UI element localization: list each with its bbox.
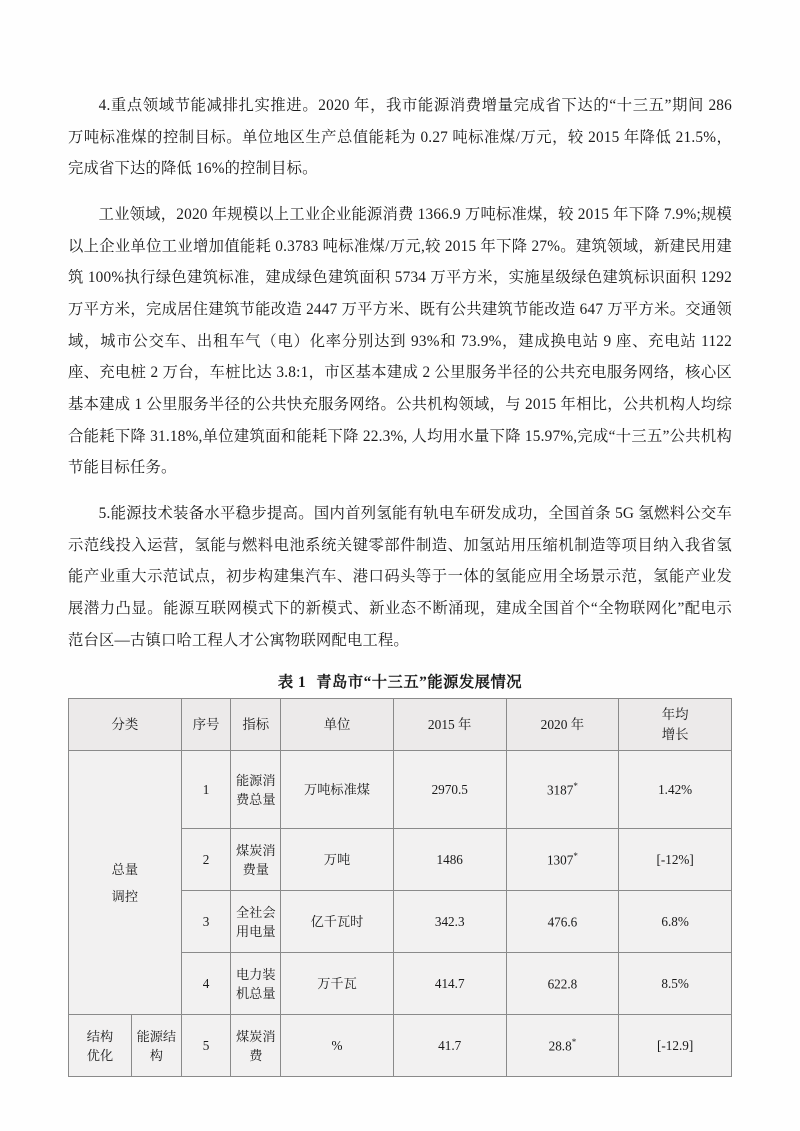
table-label: 表 1	[277, 674, 307, 692]
group-label-line1: 总量	[111, 861, 139, 877]
row-value-2015: 414.7	[393, 953, 506, 1015]
row-seq: 4	[181, 953, 231, 1015]
header-annual-line2: 增长	[661, 726, 689, 742]
row-unit: 万吨	[281, 829, 394, 891]
row-value-2020-text: 1307	[546, 852, 574, 868]
row-value-2020	[506, 1015, 619, 1077]
header-seq: 序号	[181, 699, 231, 751]
paragraph-1: 4.重点领域节能减排扎实推进。2020 年，我市能源消费增量完成省下达的“十三五”期间 286 万吨标准煤的控制目标。单位地区生产总值能耗为 0.27 吨标准煤/万元，较 2015 年降低 21.5%，完成省下达的降低 16%的控制目标。	[68, 97, 732, 178]
group2-label-line2: 优化	[86, 1047, 114, 1063]
row-indicator: 煤炭消费	[231, 1015, 281, 1077]
row-value-2020-footnote: *	[573, 850, 578, 861]
row-value-2020-text: 476.6	[547, 914, 578, 930]
row-indicator: 能源消费总量	[231, 751, 281, 829]
table-caption	[68, 670, 732, 692]
group-label-line2: 调控	[111, 888, 139, 904]
table-title-text: 青岛市“十三五”能源发展情况	[316, 674, 523, 692]
row-value-2020	[506, 891, 619, 953]
header-indicator: 指标	[231, 699, 281, 751]
header-annual-growth	[619, 699, 732, 751]
row-value-2020-text: 3187	[546, 782, 574, 798]
row-value-2015: 41.7	[393, 1015, 506, 1077]
table-row	[69, 1015, 732, 1077]
header-2015: 2015 年	[393, 699, 506, 751]
paragraph-2: 工业领域，2020 年规模以上工业企业能源消费 1366.9 万吨标准煤，较 2015 年下降 7.9%;规模以上企业单位工业增加值能耗 0.3783 吨标准煤/万元,较 2015 年下降 27%。建筑领域，新建民用建筑 100%执行绿色建筑标准，建成绿色建筑面积 5734 万平方米，实施星级绿色建筑标识面积 1292 万平方米，完成居住建筑节能改造 2447 万平方米、既有公共建筑节能改造 647 万平方米。交通领域，城市公交车、出租车气（电）化率分别达到 93%和 73.9%，建成换电站 9 座、充电站 1122 座、充电桩 2 万台，车桩比达 3.8:1，市区基本建成 2 公里服务半径的公共充电服务网络，核心区基本建成 1 公里服务半径的公共快充服务网络。公共机构领域，与 2015 年相比，公共机构人均综合能耗下降 31.18%,单位建筑面和能耗下降 22.3%, 人均用水量下降 15.97%,完成“十三五”公共机构节能目标任务。	[68, 205, 732, 477]
header-category: 分类	[69, 699, 182, 751]
row-value-2020-text: 28.8	[548, 1038, 572, 1054]
row-growth: [-12%]	[619, 829, 732, 891]
paragraph-3: 5.能源技术装备水平稳步提高。国内首列氢能有轨电车研发成功，全国首条 5G 氢燃料公交车示范线投入运营，氢能与燃料电池系统关键零部件制造、加氢站用压缩机制造等项目纳入我省氢能产业重大示范试点，初步构建集汽车、港口码头等于一体的氢能应用全场景示范，氢能产业发展潜力凸显。能源互联网模式下的新模式、新业态不断涌现，建成全国首个“全物联网化”配电示范台区—古镇口哈工程人才公寓物联网配电工程。	[68, 504, 732, 649]
row-value-2015: 342.3	[393, 891, 506, 953]
row-unit: 万千瓦	[281, 953, 394, 1015]
row-growth: 8.5%	[619, 953, 732, 1015]
row-growth: [-12.9]	[619, 1015, 732, 1077]
row-indicator: 全社会用电量	[231, 891, 281, 953]
table-header-row	[69, 699, 732, 751]
sub-category-energy-structure: 能源结构	[131, 1015, 181, 1077]
row-value-2020	[506, 953, 619, 1015]
group-label-total-control	[69, 751, 182, 1015]
row-value-2020-text: 622.8	[547, 976, 578, 992]
row-growth: 6.8%	[619, 891, 732, 953]
row-value-2020-footnote: *	[573, 780, 578, 791]
row-seq: 1	[181, 751, 231, 829]
row-seq: 5	[181, 1015, 231, 1077]
row-seq: 2	[181, 829, 231, 891]
row-value-2015: 1486	[393, 829, 506, 891]
row-value-2015: 2970.5	[393, 751, 506, 829]
row-seq: 3	[181, 891, 231, 953]
row-value-2020	[506, 751, 619, 829]
row-value-2020	[506, 829, 619, 891]
row-unit: %	[281, 1015, 394, 1077]
group2-label-line1: 结构	[86, 1028, 114, 1044]
row-unit: 亿千瓦时	[281, 891, 394, 953]
row-indicator: 电力装机总量	[231, 953, 281, 1015]
row-unit: 万吨标准煤	[281, 751, 394, 829]
header-2020: 2020 年	[506, 699, 619, 751]
header-annual-line1: 年均	[661, 707, 689, 723]
energy-development-table	[68, 698, 732, 1077]
header-unit: 单位	[281, 699, 394, 751]
group-label-structure-optimization	[69, 1015, 132, 1077]
table-row	[69, 751, 732, 829]
row-growth: 1.42%	[619, 751, 732, 829]
row-value-2020-footnote: *	[571, 1036, 577, 1047]
row-indicator: 煤炭消费量	[231, 829, 281, 891]
